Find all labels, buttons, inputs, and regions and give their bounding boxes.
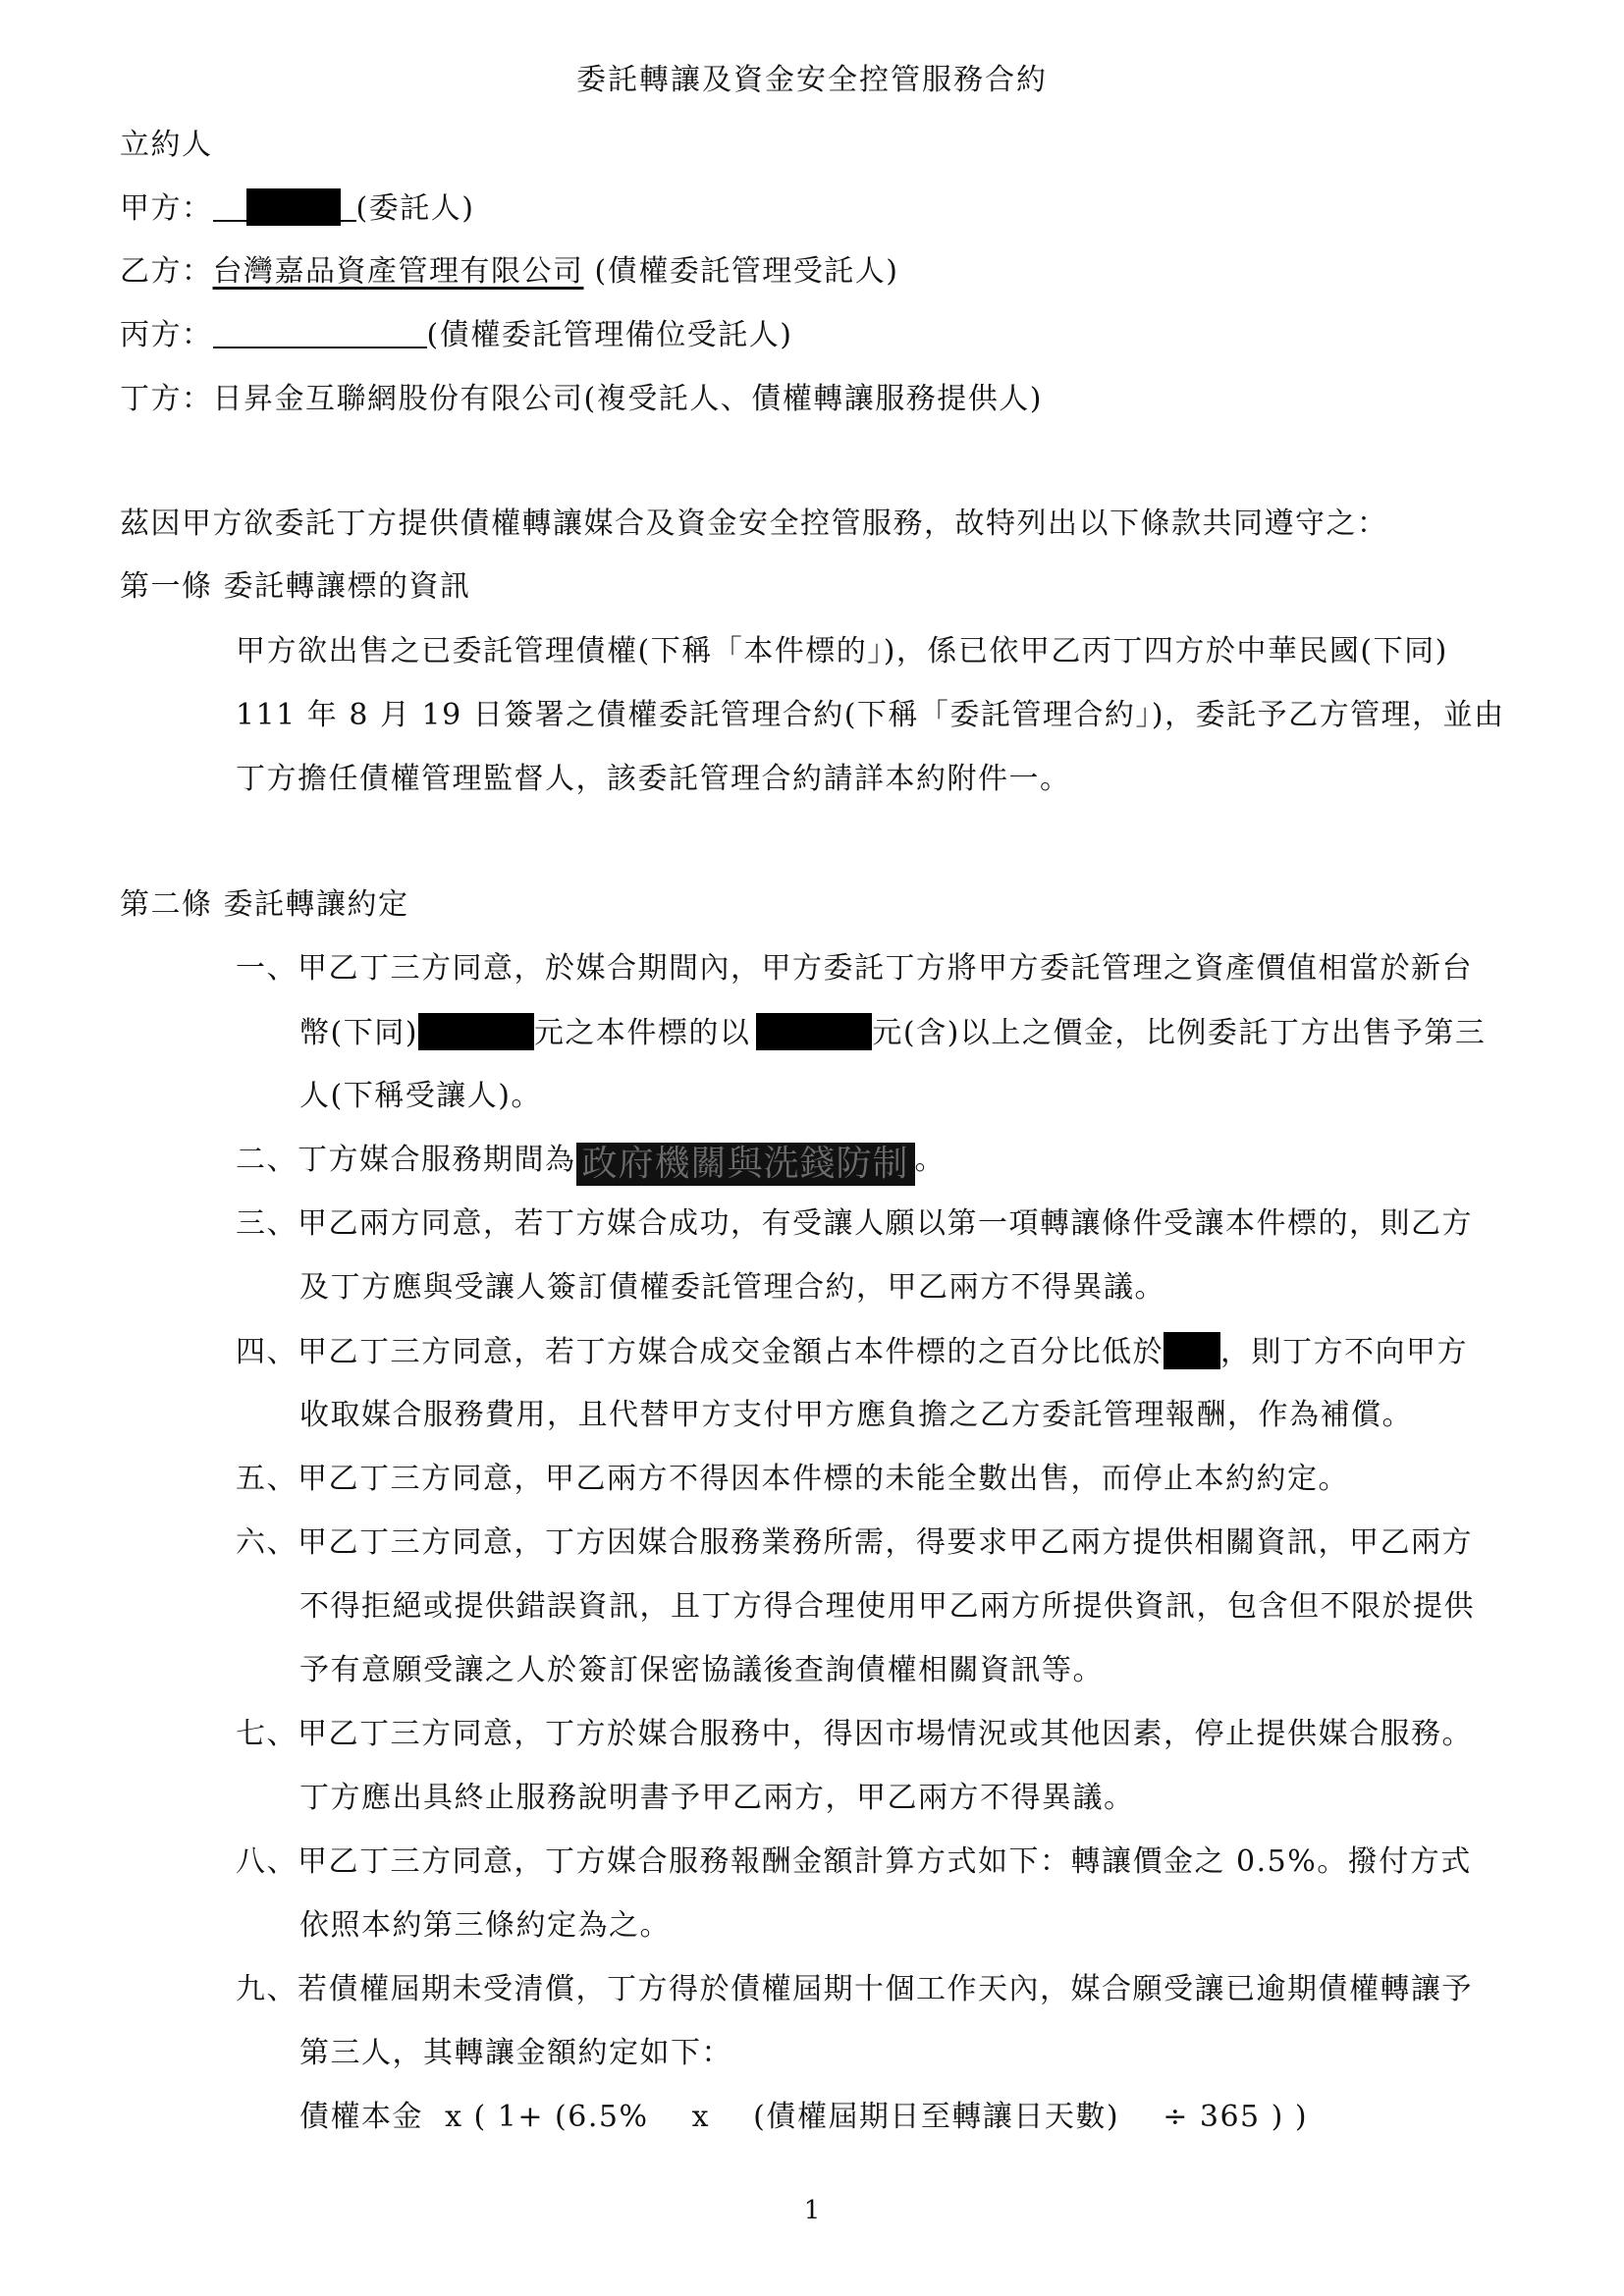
clause-2-line bbox=[236, 1141, 946, 1186]
party-b-prefix: 乙方： bbox=[120, 254, 213, 289]
article-2-heading: 第二條 委託轉讓約定 bbox=[120, 887, 409, 922]
article-1-heading: 第一條 委託轉讓標的資訊 bbox=[120, 569, 471, 604]
party-a-line bbox=[120, 188, 474, 229]
clause-8-line-2: 依照本約第三條約定為之。 bbox=[299, 1908, 671, 1943]
page-number: 1 bbox=[803, 2196, 821, 2225]
clause-4-text: 四、甲乙丁三方同意，若丁方媒合成交金額占本件標的之百分比低於 bbox=[236, 1335, 1164, 1369]
clause-6-line-1: 六、甲乙丁三方同意，丁方因媒合服務業務所需，得要求甲乙兩方提供相關資訊，甲乙兩方 bbox=[236, 1525, 1473, 1560]
clause-5-line: 五、甲乙丁三方同意，甲乙兩方不得因本件標的未能全數出售，而停止本約約定。 bbox=[236, 1462, 1349, 1496]
clause-1-amount-redaction bbox=[418, 1013, 534, 1050]
clause-6-line-2: 不得拒絕或提供錯誤資訊，且丁方得合理使用甲乙兩方所提供資訊，包含但不限於提供 bbox=[299, 1589, 1475, 1624]
clause-7-line-2: 丁方應出具終止服務說明書予甲乙兩方，甲乙兩方不得異議。 bbox=[299, 1781, 1135, 1815]
party-b-name: 台灣嘉品資產管理有限公司 bbox=[212, 254, 584, 289]
party-c-blank bbox=[213, 317, 427, 348]
clause-9-line-2: 第三人，其轉讓金額約定如下： bbox=[299, 2036, 732, 2070]
parties-heading: 立約人 bbox=[120, 128, 213, 162]
clause-6-line-3: 予有意願受讓之人於簽訂保密協議後查詢債權相關資訊等。 bbox=[299, 1653, 1104, 1687]
clause-4-line-1 bbox=[236, 1332, 1468, 1372]
party-a-blank-end bbox=[341, 190, 356, 222]
clause-4-tail: ，則丁方不向甲方 bbox=[1220, 1335, 1468, 1369]
clause-4-line-2: 收取媒合服務費用，且代替甲方支付甲方應負擔之乙方委託管理報酬，作為補償。 bbox=[299, 1398, 1413, 1432]
party-a-blank bbox=[213, 190, 246, 222]
clause-1-currency: 幣(下同) bbox=[299, 1016, 418, 1050]
clause-2-redacted-period: 政府機關與洗錢防制 bbox=[576, 1143, 915, 1186]
party-a-prefix: 甲方： bbox=[120, 191, 213, 226]
party-b-line bbox=[120, 252, 898, 292]
party-c-role: (債權委託管理備位受託人) bbox=[426, 318, 793, 352]
clause-2-end: 。 bbox=[914, 1143, 947, 1177]
clause-1-price-redaction bbox=[756, 1013, 872, 1050]
clause-8-line-1: 八、甲乙丁三方同意，丁方媒合服務報酬金額計算方式如下：轉讓價金之 0.5%。撥付方式 bbox=[236, 1844, 1472, 1879]
party-c-line bbox=[120, 316, 792, 355]
document-title: 委託轉讓及資金安全控管服務合約 bbox=[576, 63, 1048, 97]
clause-2-text: 二、丁方媒合服務期間為 bbox=[236, 1143, 576, 1177]
clause-4-percent-redaction bbox=[1164, 1332, 1220, 1369]
clause-1-line-3: 人(下稱受讓人)。 bbox=[299, 1079, 542, 1113]
party-a-role: (委託人) bbox=[355, 191, 475, 226]
clause-1-line-2 bbox=[299, 1013, 1486, 1053]
clause-1-line-1: 一、甲乙丁三方同意，於媒合期間內，甲方委託丁方將甲方委託管理之資產價值相當於新台 bbox=[236, 951, 1473, 986]
clause-7-line-1: 七、甲乙丁三方同意，丁方於媒合服務中，得因市場情況或其他因素，停止提供媒合服務。 bbox=[236, 1717, 1473, 1751]
party-a-redaction bbox=[246, 188, 341, 226]
article-1-line-2: 111 年 8 月 19 日簽署之債權委託管理合約(下稱「委託管理合約」)，委託予乙方管理，並由 bbox=[236, 698, 1505, 732]
preamble: 茲因甲方欲委託丁方提供債權轉讓媒合及資金安全控管服務，故特列出以下條款共同遵守之： bbox=[120, 507, 1388, 541]
party-d-line: 丁方：日昇金互聯網股份有限公司(複受託人、債權轉讓服務提供人) bbox=[120, 382, 1043, 416]
clause-3-line-2: 及丁方應與受讓人簽訂債權委託管理合約，甲乙兩方不得異議。 bbox=[299, 1270, 1165, 1305]
party-b-role: (債權委託管理受託人) bbox=[583, 254, 899, 289]
clause-3-line-1: 三、甲乙兩方同意，若丁方媒合成功，有受讓人願以第一項轉讓條件受讓本件標的，則乙方 bbox=[236, 1206, 1473, 1241]
article-1-line-1: 甲方欲出售之已委託管理債權(下稱「本件標的」)，係已依甲乙丙丁四方於中華民國(下同) bbox=[236, 634, 1448, 668]
clause-1-mid: 元之本件標的以 bbox=[533, 1016, 751, 1050]
article-1-line-3: 丁方擔任債權管理監督人，該委託管理合約請詳本約附件一。 bbox=[236, 762, 1071, 796]
party-c-prefix: 丙方： bbox=[120, 318, 213, 352]
clause-9-formula: 債權本金 x ( 1+ (6.5% x (債權屆期日至轉讓日天數) ÷ 365 ) ) bbox=[299, 2100, 1309, 2134]
clause-1-tail: 元(含)以上之價金，比例委託丁方出售予第三 bbox=[872, 1016, 1487, 1050]
clause-9-line-1: 九、若債權屆期未受清償，丁方得於債權屆期十個工作天內，媒合願受讓已逾期債權轉讓予 bbox=[236, 1972, 1473, 2006]
